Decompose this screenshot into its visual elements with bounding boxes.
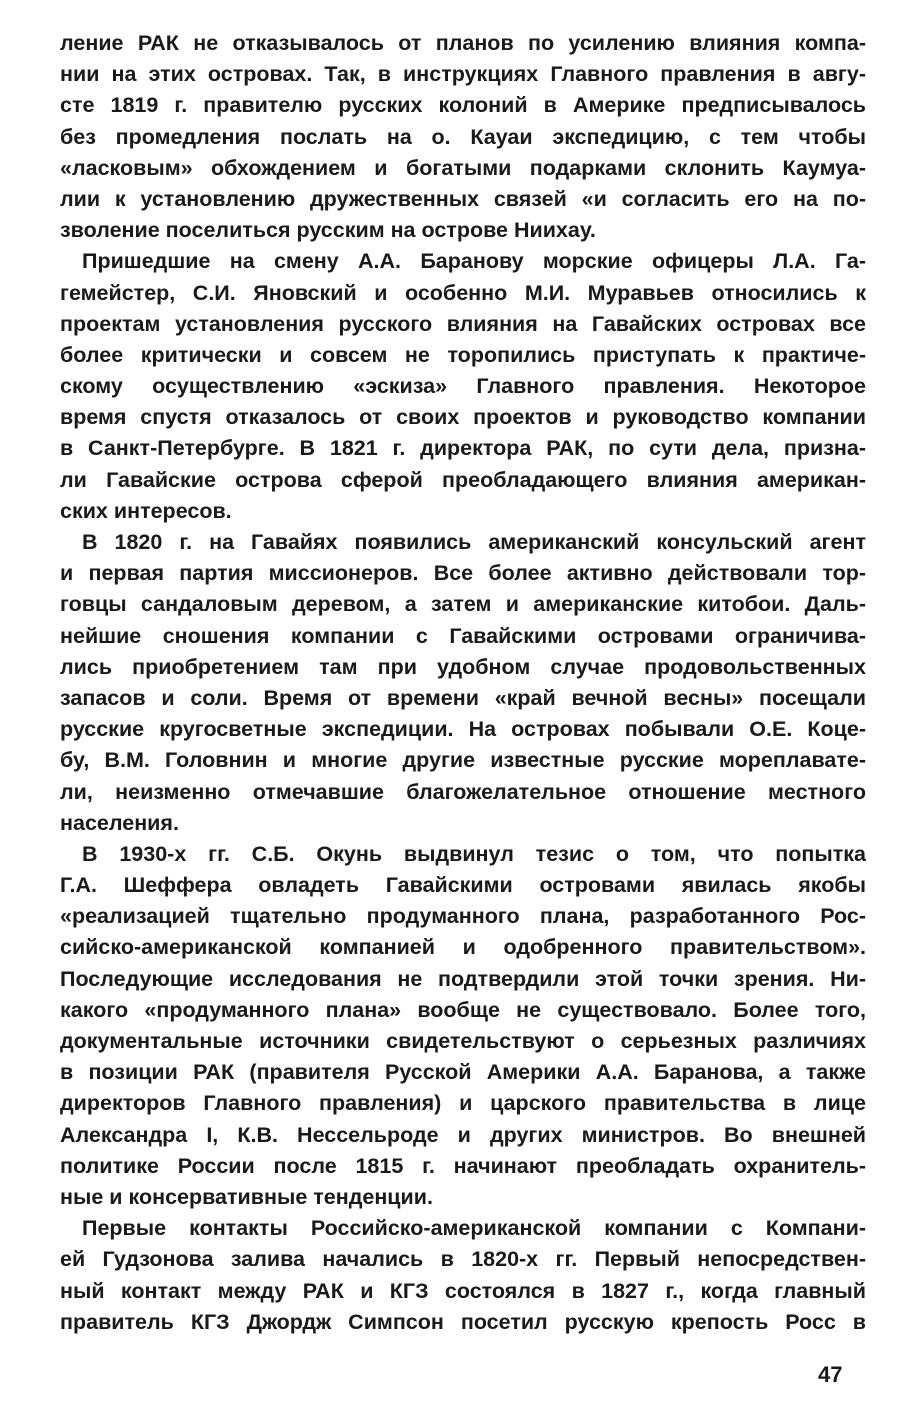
paragraph [60,28,866,246]
text-line: ских интересов. [60,498,232,523]
text-line: в позиции РАК (правителя Русской Америки А.А. Баранова, а также [60,1060,866,1085]
text-line: лись приобретением там при удобном случае продовольственных [60,654,866,679]
text-line: без промедления послать на о. Кауаи экспедицию, с тем чтобы [60,124,866,149]
paragraph [60,839,866,1213]
text-line: ли, неизменно отмечавшие благожелательное отношение местного [60,779,866,804]
text-line: ление РАК не отказывалось от планов по усилению влияния компа- [60,31,866,55]
text-line: директоров Главного правления) и царского правительства в лице [60,1091,866,1116]
text-line: политике России после 1815 г. начинают преобладать охранитель- [60,1153,866,1178]
text-line: сийско-американской компанией и одобренного правительством». [60,935,866,960]
text-line: Пришедшие на смену А.А. Баранову морские офицеры Л.А. Га- [82,249,866,274]
page-body-text [60,28,866,1338]
text-line: «реализацией тщательно продуманного плана, разработанного Рос- [60,904,866,929]
text-line: время спустя отказалось от своих проектов и руководство компании [60,405,866,430]
text-line: нии на этих островах. Так, в инструкциях Главного правления в авгу- [60,62,866,87]
text-line: ей Гудзонова залива начались в 1820-х гг. Первый непосредствен- [60,1247,866,1272]
paragraph [60,1213,866,1338]
text-line: В 1820 г. на Гавайях появились американский консульский агент [82,530,866,554]
text-line: какого «продуманного плана» вообще не существовало. Более того, [60,997,866,1022]
text-line: документальные источники свидетельствуют о серьезных различиях [60,1029,866,1053]
text-line: зволение поселиться русским на острове Ниихау. [60,218,596,243]
text-line: русские кругосветные экспедиции. На островах побывали О.Е. Коце- [60,717,866,742]
text-line: Г.А. Шеффера овладеть Гавайскими островами явилась якобы [60,873,866,898]
text-line: ные и консервативные тенденции. [60,1184,433,1209]
text-line: правитель КГЗ Джордж Симпсон посетил русскую крепость Росс в [60,1309,866,1334]
text-line: и первая партия миссионеров. Все более активно действовали тор- [60,561,866,586]
text-line: говцы сандаловым деревом, а затем и американские китобои. Даль- [60,592,866,617]
text-line: нейшие сношения компании с Гавайскими островами ограничива- [60,623,866,648]
text-line: лии к установлению дружественных связей «и согласить его на по- [60,186,866,211]
text-line: Александра I, К.В. Нессельроде и других министров. Во внешней [60,1122,866,1147]
text-line: скому осуществлению «эскиза» Главного правления. Некоторое [60,374,866,399]
text-line: ли Гавайские острова сферой преобладающего влияния американ- [60,467,866,492]
text-line: гемейстер, С.И. Яновский и особенно М.И. Муравьев относились к [60,280,866,305]
text-line: бу, В.М. Головнин и многие другие известные русские мореплавате- [60,748,866,773]
page-number: 47 [818,1362,843,1387]
text-line: ный контакт между РАК и КГЗ состоялся в 1827 г., когда главный [60,1278,866,1303]
text-line: населения. [60,810,179,835]
paragraph [60,527,866,839]
text-line: проектам установления русского влияния на Гавайских островах все [60,311,866,336]
text-line: Первые контакты Российско-американской компании с Компани- [82,1216,866,1241]
text-line: более критически и совсем не торопились приступать к практиче- [60,342,866,367]
text-line: В 1930-х гг. С.Б. Окунь выдвинул тезис о том, что попытка [82,841,866,866]
paragraph [60,246,866,527]
text-line: запасов и соли. Время от времени «край вечной весны» посещали [60,685,866,710]
text-line: Последующие исследования не подтвердили этой точки зрения. Ни- [60,966,866,991]
text-line: сте 1819 г. правителю русских колоний в Америке предписывалось [60,93,866,118]
text-line: «ласковым» обхождением и богатыми подарками склонить Каумуа- [60,155,866,180]
text-line: в Санкт-Петербурге. В 1821 г. директора РАК, по сути дела, призна- [60,436,866,461]
